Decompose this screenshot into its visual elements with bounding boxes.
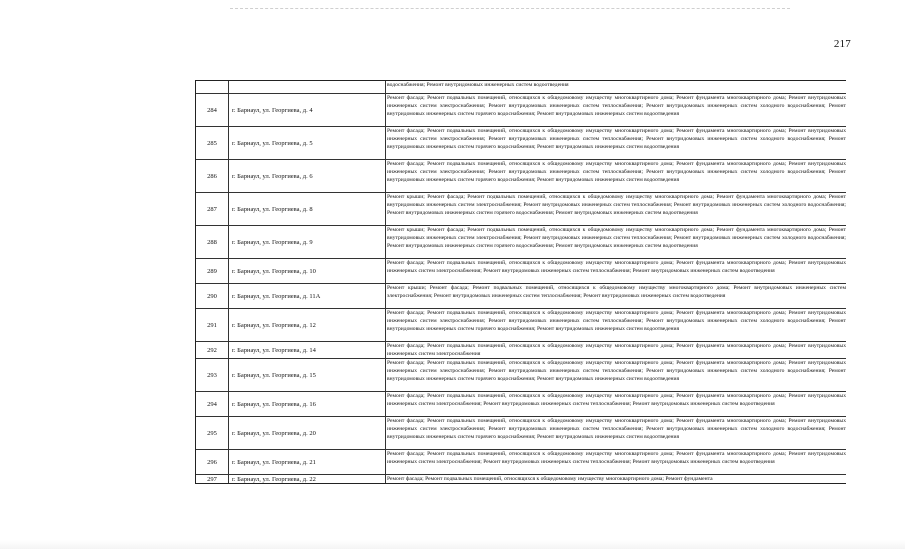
row-address: г. Барнаул, ул. Георгиева, д. 11А xyxy=(229,284,386,308)
top-scan-line xyxy=(230,8,790,9)
row-address: г. Барнаул, ул. Георгиева, д. 10 xyxy=(229,259,386,283)
row-address: г. Барнаул, ул. Георгиева, д. 9 xyxy=(229,226,386,258)
scan-edge xyxy=(0,540,905,549)
table-row xyxy=(196,341,846,358)
row-number: 286 xyxy=(196,160,229,192)
row-address: г. Барнаул, ул. Георгиева, д. 20 xyxy=(229,417,386,449)
row-work-list: Ремонт крыши; Ремонт фасада; Ремонт подвальных помещений, относящихся к общедомовому имуществу многоквартирного дома; Ремонт фундамента многоквартирного дома; Ремонт внутридомовых инженерных систем электроснабжения; Ремонт внутридомовых инженерных систем теплоснабжения; Ремонт внутридомовых инженерных систем холодного водоснабжения; Ремонт внутридомовых инженерных систем горячего водоснабжения; Ремонт внутридомовых инженерных систем водоотведения xyxy=(387,227,846,250)
row-work-list: Ремонт фасада; Ремонт подвальных помещений, относящихся к общедомовому имуществу многоквартирного дома; Ремонт фундамента многоквартирного дома; Ремонт внутридомовых инженерных систем электроснабжения; Ремонт внутридомовых инженерных систем теплоснабжения; Ремонт внутридомовых инженерных систем водоотведения xyxy=(387,393,846,408)
row-work-list: водоснабжения; Ремонт внутридомовых инженерных систем водоотведения xyxy=(387,82,569,88)
table-row xyxy=(196,391,846,416)
row-address: г. Барнаул, ул. Георгиева, д. 21 xyxy=(229,450,386,474)
row-work-list: Ремонт фасада; Ремонт подвальных помещений, относящихся к общедомовому имуществу многоквартирного дома; Ремонт фундамента многоквартирного дома; Ремонт внутридомовых инженерных систем электроснабжения; Ремонт внутридомовых инженерных систем теплоснабжения; Ремонт внутридомовых инженерных систем холодного водоснабжения; Ремонт внутридомовых инженерных систем горячего водоснабжения; Ремонт внутридомовых инженерных систем водоотведения xyxy=(387,360,846,383)
row-number: 285 xyxy=(196,127,229,159)
row-work-list: Ремонт фасада; Ремонт подвальных помещений, относящихся к общедомовому имуществу многоквартирного дома; Ремонт фундамента многоквартирного дома; Ремонт внутридомовых инженерных систем электроснабжения; Ремонт внутридомовых инженерных систем теплоснабжения; Ремонт внутридомовых инженерных систем водоотведения xyxy=(387,260,846,275)
row-number: 287 xyxy=(196,193,229,225)
row-work-list: Ремонт крыши; Ремонт фасада; Ремонт подвальных помещений, относящихся к общедомовому имуществу многоквартирного дома; Ремонт фундамента многоквартирного дома; Ремонт внутридомовых инженерных систем электроснабжения; Ремонт внутридомовых инженерных систем теплоснабжения; Ремонт внутридомовых инженерных систем холодного водоснабжения; Ремонт внутридомовых инженерных систем горячего водоснабжения; Ремонт внутридомовых инженерных систем водоотведения xyxy=(387,194,846,217)
table-row xyxy=(196,308,846,341)
row-address: г. Барнаул, ул. Георгиева, д. 8 xyxy=(229,193,386,225)
row-address: г. Барнаул, ул. Георгиева, д. 5 xyxy=(229,127,386,159)
table-row xyxy=(196,159,846,192)
row-work-list: Ремонт крыши; Ремонт фасада; Ремонт подвальных помещений, относящихся к общедомовому имуществу многоквартирного дома; Ремонт внутридомовых инженерных систем электроснабжения; Ремонт внутридомовых инженерных систем теплоснабжения; Ремонт внутридомовых инженерных систем водоотведения xyxy=(387,285,846,300)
row-number: 289 xyxy=(196,259,229,283)
table-row xyxy=(196,93,846,126)
row-work-list: Ремонт фасада; Ремонт подвальных помещений, относящихся к общедомовому имуществу многоквартирного дома; Ремонт фундамента xyxy=(387,476,713,482)
table-row xyxy=(196,358,846,391)
table-row xyxy=(196,126,846,159)
table-row xyxy=(196,225,846,258)
row-number: 295 xyxy=(196,417,229,449)
row-work-list: Ремонт фасада; Ремонт подвальных помещений, относящихся к общедомовому имуществу многоквартирного дома; Ремонт фундамента многоквартирного дома; Ремонт внутридомовых инженерных систем электроснабжения xyxy=(387,343,846,358)
row-number: 290 xyxy=(196,284,229,308)
row-address: г. Барнаул, ул. Георгиева, д. 12 xyxy=(229,309,386,341)
table-row xyxy=(196,283,846,308)
row-number xyxy=(196,81,229,93)
table-row xyxy=(196,474,846,483)
table-row xyxy=(196,258,846,283)
row-address: г. Барнаул, ул. Георгиева, д. 14 xyxy=(229,342,386,358)
row-address: г. Барнаул, ул. Георгиева, д. 4 xyxy=(229,94,386,126)
row-number: 294 xyxy=(196,392,229,416)
row-work-list: Ремонт фасада; Ремонт подвальных помещений, относящихся к общедомовому имуществу многоквартирного дома; Ремонт фундамента многоквартирного дома; Ремонт внутридомовых инженерных систем электроснабжения; Ремонт внутридомовых инженерных систем теплоснабжения; Ремонт внутридомовых инженерных систем водоотведения xyxy=(387,451,846,466)
row-address: г. Барнаул, ул. Георгиева, д. 15 xyxy=(229,359,386,391)
page-number: 217 xyxy=(833,38,851,50)
row-work-list: Ремонт фасада; Ремонт подвальных помещений, относящихся к общедомовому имуществу многоквартирного дома; Ремонт фундамента многоквартирного дома; Ремонт внутридомовых инженерных систем электроснабжения; Ремонт внутридомовых инженерных систем теплоснабжения; Ремонт внутридомовых инженерных систем холодного водоснабжения; Ремонт внутридомовых инженерных систем горячего водоснабжения; Ремонт внутридомовых инженерных систем водоотведения xyxy=(387,418,846,441)
row-number: 291 xyxy=(196,309,229,341)
row-number: 297 xyxy=(196,475,229,483)
row-work-list: Ремонт фасада; Ремонт подвальных помещений, относящихся к общедомовому имуществу многоквартирного дома; Ремонт фундамента многоквартирного дома; Ремонт внутридомовых инженерных систем электроснабжения; Ремонт внутридомовых инженерных систем теплоснабжения; Ремонт внутридомовых инженерных систем холодного водоснабжения; Ремонт внутридомовых инженерных систем горячего водоснабжения; Ремонт внутридомовых инженерных систем водоотведения xyxy=(387,161,846,184)
row-work-list: Ремонт фасада; Ремонт подвальных помещений, относящихся к общедомовому имуществу многоквартирного дома; Ремонт фундамента многоквартирного дома; Ремонт внутридомовых инженерных систем электроснабжения; Ремонт внутридомовых инженерных систем теплоснабжения; Ремонт внутридомовых инженерных систем холодного водоснабжения; Ремонт внутридомовых инженерных систем горячего водоснабжения; Ремонт внутридомовых инженерных систем водоотведения xyxy=(387,310,846,333)
row-work-list: Ремонт фасада; Ремонт подвальных помещений, относящихся к общедомовому имуществу многоквартирного дома; Ремонт фундамента многоквартирного дома; Ремонт внутридомовых инженерных систем электроснабжения; Ремонт внутридомовых инженерных систем теплоснабжения; Ремонт внутридомовых инженерных систем холодного водоснабжения; Ремонт внутридомовых инженерных систем горячего водоснабжения; Ремонт внутридомовых инженерных систем водоотведения xyxy=(387,128,846,151)
row-number: 293 xyxy=(196,359,229,391)
row-number: 292 xyxy=(196,342,229,358)
table-row xyxy=(196,416,846,449)
table-row xyxy=(196,81,846,93)
row-address: г. Барнаул, ул. Георгиева, д. 16 xyxy=(229,392,386,416)
row-work-list: Ремонт фасада; Ремонт подвальных помещений, относящихся к общедомовому имуществу многоквартирного дома; Ремонт фундамента многоквартирного дома; Ремонт внутридомовых инженерных систем электроснабжения; Ремонт внутридомовых инженерных систем теплоснабжения; Ремонт внутридомовых инженерных систем холодного водоснабжения; Ремонт внутридомовых инженерных систем горячего водоснабжения; Ремонт внутридомовых инженерных систем водоотведения xyxy=(387,95,846,118)
row-address: г. Барнаул, ул. Георгиева, д. 22 xyxy=(229,475,386,483)
table-row xyxy=(196,192,846,225)
row-address: г. Барнаул, ул. Георгиева, д. 6 xyxy=(229,160,386,192)
repair-table xyxy=(195,80,846,484)
table-row xyxy=(196,449,846,474)
row-number: 284 xyxy=(196,94,229,126)
row-number: 288 xyxy=(196,226,229,258)
row-address xyxy=(229,81,386,93)
row-number: 296 xyxy=(196,450,229,474)
